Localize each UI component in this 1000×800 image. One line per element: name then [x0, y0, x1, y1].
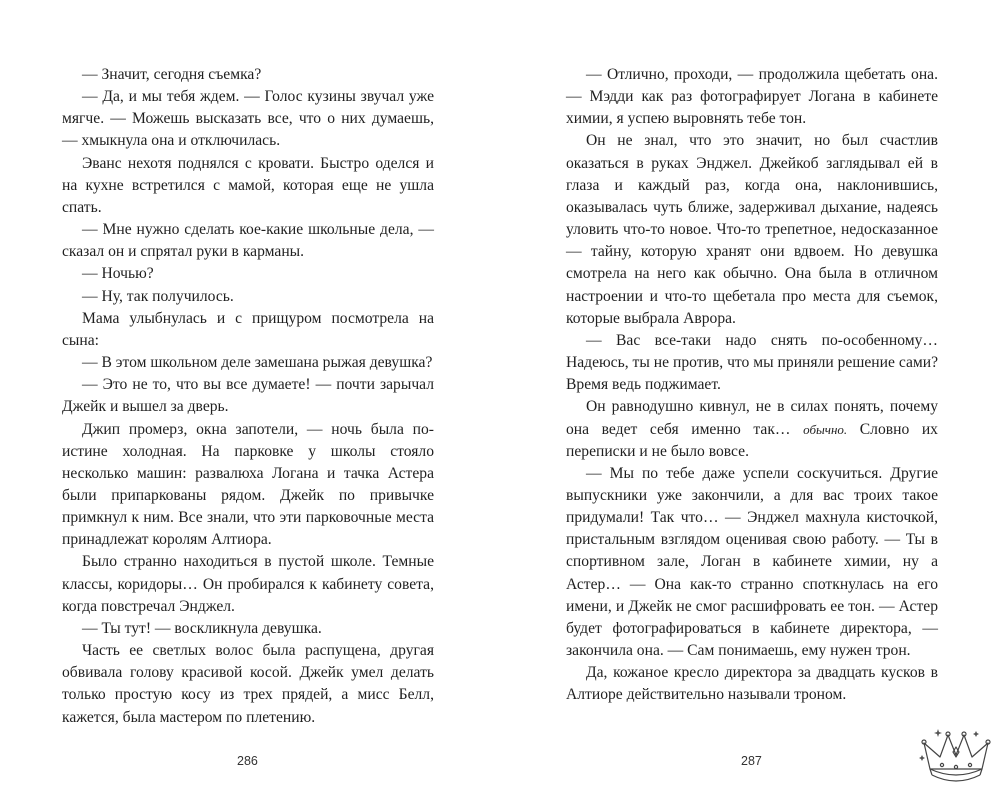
- emphasis-text: обычно.: [803, 421, 848, 437]
- paragraph: [566, 396, 938, 462]
- page-number-left: 286: [237, 754, 258, 768]
- paragraph: — Да, и мы тебя ждем. — Голос кузины звучал уже мягче. — Можешь высказать все, что о них думаешь, — хмыкнула она и отключилась.: [62, 88, 434, 150]
- paragraph: — Отлично, проходи, — продолжила щебетать она. — Мэдди как раз фотографирует Логана в кабинете химии, я успею выровнять тебе тон.: [566, 66, 938, 128]
- left-page: [62, 64, 434, 729]
- paragraph: Мама улыбнулась и с прищуром посмотрела на сына:: [62, 309, 434, 349]
- paragraph: Эванс нехотя поднялся с кровати. Быстро оделся и на кухне встретился с мамой, которая еще не ушла спать.: [62, 154, 434, 216]
- paragraph: — Значит, сегодня съемка?: [82, 66, 262, 83]
- paragraph: Он не знал, что это значит, но был счастлив оказаться в руках Энджел. Джейкоб заглядывал ей в глаза и каждый раз, когда она, наклонившись, оказывалась чуть ближе, задерживал дыхание, надеясь уловить что-то новое. Что-то трепетное, недосказанное — тайну, которую хранят они вдвоем. Но девушка смотрела на него как обычно. Она была в отличном настроении и что-то щебетала про места для съемок, которые выбрала Аврора.: [566, 132, 938, 327]
- paragraph-text: Словно их переписки и не было вовсе.: [566, 420, 938, 460]
- paragraph: — В этом школьном деле замешана рыжая девушка?: [82, 354, 433, 372]
- paragraph: Было странно находиться в пустой школе. Темные классы, коридоры… Он пробирался к кабинету совета, когда повстречал Энджел.: [62, 553, 434, 615]
- right-page: [566, 64, 938, 707]
- paragraph-text: Он равнодушно кивнул, не в силах понять, почему она ведет себя именно так…: [566, 398, 938, 438]
- paragraph: — Ты тут! — воскликнула девушка.: [82, 619, 322, 637]
- paragraph: Джип промерз, окна запотели, — ночь была по-истине холодная. На парковке у школы стояло несколько машин: развалюха Логана и тачка Астера были припаркованы рядом. Джейк по привычке примкнул к ним. Все знали, что эти парковочные места принадлежат королям Алтиора.: [62, 420, 434, 549]
- paragraph: — Мы по тебе даже успели соскучиться. Другие выпускники уже закончили, а для вас троих такое придумали! Так что… — Энджел махнула кисточкой, пристальным взглядом оценивая свою работу. — Ты в спортивном зале, Логан в кабинете химии, ну а Астер… — Она как-то странно споткнулась на его имени, и Джейк не смог расшифровать ее тон. — Астер будет фотографироваться в кабинете директора, — закончила она. — Сам понимаешь, ему нужен трон.: [566, 464, 938, 660]
- paragraph: — Ночью?: [82, 265, 154, 283]
- paragraph: Часть ее светлых волос была распущена, другая обвивала голову красивой косой. Джейк умел делать только простую косу из трех прядей, а мисс Белл, кажется, была мастером по плетению.: [62, 642, 434, 726]
- paragraph: — Мне нужно сделать кое-какие школьные дела, — сказал он и спрятал руки в карманы.: [62, 221, 434, 261]
- page-number-right: 287: [741, 754, 762, 768]
- paragraph: — Вас все-таки надо снять по-особенному… Надеюсь, ты не против, что мы приняли решение сами? Время ведь поджимает.: [566, 331, 938, 394]
- paragraph: — Это не то, что вы все думаете! — почти зарычал Джейк и вышел за дверь.: [62, 376, 434, 416]
- paragraph: Да, кожаное кресло директора за двадцать кусков в Алтиоре действительно называли троном.: [566, 664, 938, 704]
- crown-icon: [918, 725, 994, 789]
- paragraph: — Ну, так получилось.: [82, 287, 234, 305]
